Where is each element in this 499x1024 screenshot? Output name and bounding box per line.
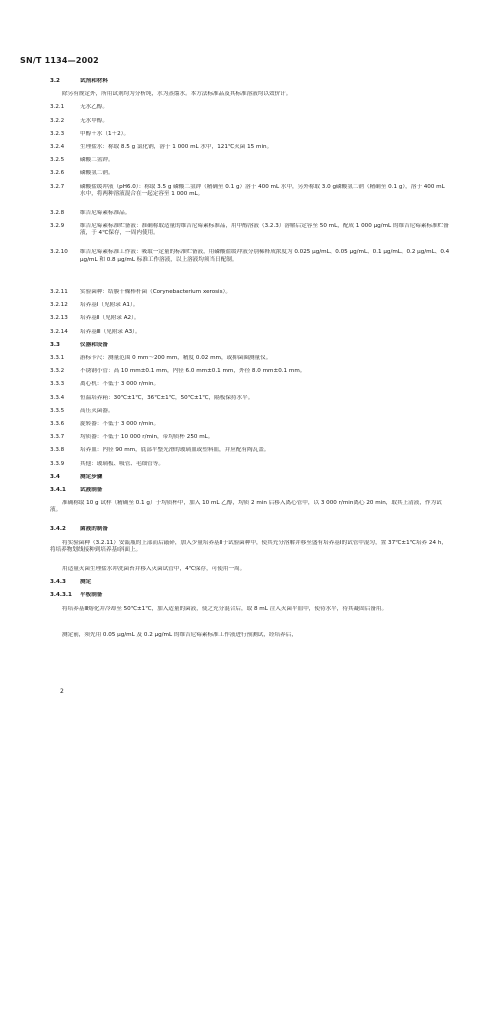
clause-number: 3.2.7 (50, 183, 65, 190)
clause-text: 不锈钢小管：高 10 mm±0.1 mm，内径 6.0 mm±0.1 mm，外径 8.0 mm±0.1 mm。 (80, 368, 306, 375)
clause-number: 3.3.1 (50, 355, 65, 361)
section-title: 试剂和材料 (80, 78, 108, 84)
clause-item (50, 434, 450, 447)
section-title: 平板制备 (80, 592, 103, 599)
section-title: 测定 (80, 579, 92, 586)
clause-text: 维吉尼霉素标准贮备液：准确称取适量的维吉尼霉素标准品，用甲醇溶液（3.2.3）溶解后定容至 50 mL，配成 1 000 μg/mL 的维吉尼霉素标准贮备液，于 4℃保存，一周内使用。 (80, 223, 449, 237)
clause-text: 游标卡尺：测量范围 0 mm～200 mm，精度 0.02 mm，或抑菌圈测量仪。 (80, 355, 272, 361)
clause-text: 其他：玻璃板、吸管、毛细管等。 (80, 460, 164, 467)
clause-item (50, 210, 450, 223)
paragraph: 除另有规定外，所用试剂均为分析纯，水为蒸馏水。本方法标准品及其标准溶液均以效价计。 (62, 91, 292, 98)
clause-item (50, 249, 450, 289)
clause-text: 离心机：不低于 3 000 r/min。 (80, 381, 160, 388)
page-number: 2 (60, 688, 64, 695)
clause-number: 3.2.2 (50, 117, 65, 124)
section-heading (50, 342, 450, 355)
clause-item (50, 131, 450, 144)
clause-number: 3.3.4 (50, 394, 65, 401)
section-heading (50, 474, 450, 487)
clause-item (50, 368, 450, 381)
subsection-heading (50, 526, 450, 539)
document-body (50, 78, 450, 645)
section-title: 试液制备 (80, 486, 103, 493)
clause-item (50, 355, 450, 368)
section-number: 3.4 (50, 473, 60, 480)
clause-number: 3.2.14 (50, 328, 68, 335)
clause-number: 3.3.3 (50, 381, 65, 388)
paragraph: 将培养基Ⅲ熔化并冷却至 50℃±1℃，加入适量的菌液，使之充分混合后，取 8 mL 注入灭菌平皿中，使待水平，待其凝固后备用。 (62, 605, 388, 612)
clause-number: 3.3.5 (50, 407, 65, 414)
subsection-heading (50, 579, 450, 592)
paragraph: 将实验菌种（3.2.11）安瓿瓶的上部而后敲碎，加入少量培养基Ⅱ于试验菌种中，使其充分溶解并移至盛有培养基Ⅰ的试管中混匀，置 37℃±1℃培养 24 h，将培养物划线接种到培养基Ⅰ斜面上。 (50, 539, 447, 553)
clause-text: 维吉尼霉素标准品。 (80, 209, 131, 216)
clause-number: 3.3.9 (50, 460, 65, 467)
subsection-heading (50, 487, 450, 500)
section-title: 测定步骤 (80, 473, 103, 480)
clause-number: 3.2.3 (50, 130, 65, 137)
standard-code-header: SN/T 1134—2002 (20, 56, 99, 65)
clause-text: 甲醇＋水（1＋2）。 (80, 130, 130, 137)
clause-number: 3.3.2 (50, 368, 65, 375)
clause-text: 旋转器：不低于 3 000 r/min。 (80, 420, 160, 427)
section-number: 3.4.3.1 (50, 592, 72, 599)
clause-item (50, 315, 450, 328)
clause-number: 3.2.12 (50, 302, 68, 309)
section-title: 仪器和设备 (80, 341, 108, 348)
clause-text: 维吉尼霉素标准工作液：吸取一定量的标准贮备液，用磷酸盐缓冲液分别稀释成浓度为 0.025 μg/mL、0.05 μg/mL、0.1 μg/mL、0.2 μg/mL、0.4 μg/mL 和 0.8 μg/mL 标准工作溶液，以上溶液均须当日配制。 (80, 249, 450, 263)
clause-item (50, 223, 450, 249)
clause-item (50, 447, 450, 460)
clause-text: 培养基Ⅱ（见附录 A2）。 (80, 315, 140, 322)
paragraph: 准确称取 10 g 试样（精确至 0.1 g）于均质杯中，加入 10 mL 乙醇，均质 2 min 后移入离心管中，以 3 000 r/min离心 20 min，取其上清液，作为试液。 (50, 500, 442, 514)
clause-text: 培养基Ⅲ（见附录 A3）。 (80, 328, 141, 335)
clause-text: 培养皿：内径 90 mm，底部平整光滑的玻璃皿或塑料皿，并应配有陶瓦盖。 (80, 447, 270, 454)
clause-number: 3.2.9 (50, 223, 65, 230)
clause-number: 3.2.1 (50, 104, 65, 111)
clause-item (50, 329, 450, 342)
clause-item (50, 395, 450, 408)
clause-text: 无水乙醇。 (80, 104, 108, 111)
clause-text: 磷酸盐缓冲液（pH6.0）：称取 3.5 g 磷酸二氢钾（精确至 0.1 g）溶于 400 mL 水中，另外称取 3.0 g磷酸氢二钠（精确至 0.1 g），溶于 400 mL 水中，将两种溶液混合在一起定容至 1 000 mL。 (80, 183, 445, 197)
section-number: 3.4.2 (50, 526, 66, 533)
clause-text: 恒温培养箱：30℃±1℃，36℃±1℃，50℃±1℃，隔板保持水平。 (80, 394, 254, 401)
clause-number: 3.2.13 (50, 315, 68, 322)
clause-number: 3.2.8 (50, 209, 65, 216)
clause-text: 高压灭菌器。 (80, 407, 114, 414)
clause-item (50, 408, 450, 421)
clause-item (50, 118, 450, 131)
clause-item (50, 104, 450, 117)
clause-item (50, 170, 450, 183)
section-number: 3.2 (50, 78, 60, 84)
clause-item (50, 289, 450, 302)
clause-number: 3.3.6 (50, 420, 65, 427)
clause-item (50, 144, 450, 157)
section-number: 3.4.3 (50, 579, 66, 586)
clause-number: 3.3.7 (50, 434, 65, 441)
section-number: 3.3 (50, 341, 60, 348)
clause-item (50, 461, 450, 474)
clause-text: 实验菌种：结膜干燥棒杆菌（Corynebacterium xerosis）。 (80, 289, 231, 296)
clause-number: 3.3.8 (50, 447, 65, 454)
section-number: 3.4.1 (50, 486, 66, 493)
clause-number: 3.2.6 (50, 170, 65, 177)
section-title: 菌液的制备 (80, 526, 108, 533)
clause-number: 3.2.4 (50, 143, 65, 150)
clause-item (50, 381, 450, 394)
clause-item (50, 302, 450, 315)
clause-text: 磷酸氢二钠。 (80, 170, 114, 177)
clause-number: 3.2.10 (50, 249, 68, 256)
clause-number: 3.2.5 (50, 157, 65, 164)
subsection-heading (50, 592, 450, 605)
clause-number: 3.2.11 (50, 289, 68, 296)
clause-item (50, 421, 450, 434)
paragraph: 用适量灭菌生理盐水冲洗菌苔并移入灭菌试管中，4℃保存，可使用一周。 (62, 566, 246, 573)
clause-text: 生理盐水：称取 8.5 g 氯化钠，溶于 1 000 mL 水中，121℃灭菌 15 min。 (80, 143, 273, 150)
clause-item (50, 157, 450, 170)
clause-text: 磷酸二氢钾。 (80, 157, 114, 164)
paragraph: 测定前，须先用 0.05 μg/mL 及 0.2 μg/mL 的维吉尼霉素标准工作液进行预测试，经培养后， (62, 631, 297, 638)
clause-text: 培养基Ⅰ（见附录 A1）。 (80, 302, 139, 309)
section-heading (50, 78, 450, 91)
clause-text: 无水甲醇。 (80, 117, 108, 124)
clause-text: 均质器：不低于 10 000 r/min，带均质杯 250 mL。 (80, 434, 214, 441)
clause-item (50, 184, 450, 210)
